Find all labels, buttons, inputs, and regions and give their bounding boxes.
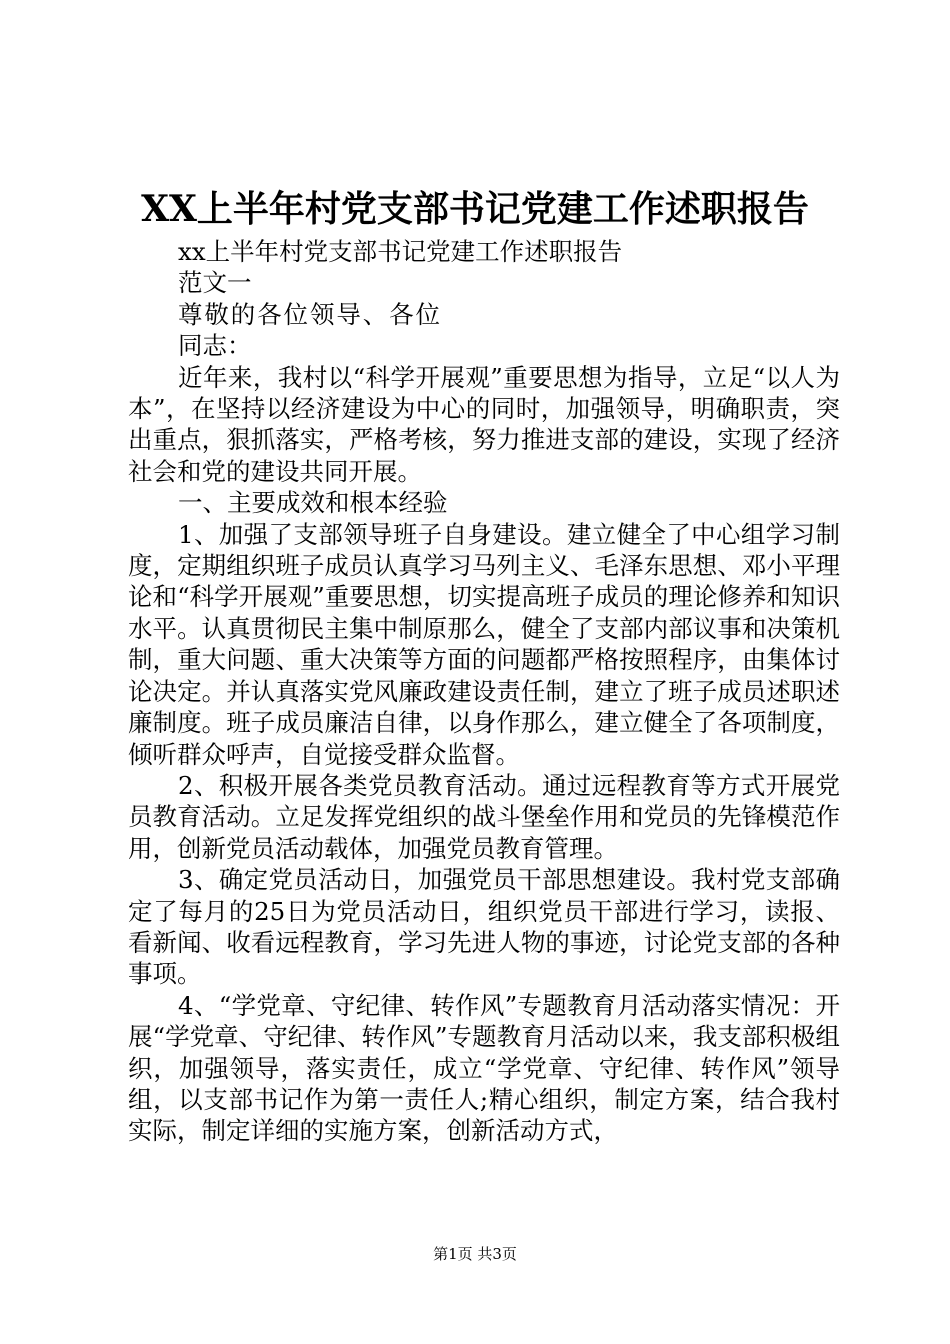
greeting: 尊敬的各位领导、各位同志： xyxy=(178,299,440,361)
document-title: XX上半年村党支部书记党建工作述职报告 xyxy=(141,188,809,230)
document-subtitle: xx上半年村党支部书记党建工作述职报告 xyxy=(178,237,623,266)
paragraph-item-3: 3、确定党员活动日，加强党员干部思想建设。我村党支部确定了每月的25日为党员活动日，组织党员干部进行学习，读报、看新闻、收看远程教育，学习先进人物的事迹，讨论党支部的各种事项。 xyxy=(128,865,840,989)
page-number-footer: 第1页 共3页 xyxy=(433,1245,517,1263)
paragraph-item-4: 4、“学党章、守纪律、转作风”专题教育月活动落实情况：开展“学党章、守纪律、转作风”专题教育月活动以来，我支部积极组织，加强领导，落实责任，成立“学党章、守纪律、转作风”领导组，以支部书记作为第一责任人;精心组织，制定方案，结合我村实际，制定详细的实施方案，创新活动方式， xyxy=(128,990,840,1146)
document-body xyxy=(128,236,840,1147)
paragraph-item-2: 2、积极开展各类党员教育活动。通过远程教育等方式开展党员教育活动。立足发挥党组织的战斗堡垒作用和党员的先锋模范作用，创新党员活动载体，加强党员教育管理。 xyxy=(128,770,840,863)
section-heading: 一、主要成效和根本经验 xyxy=(178,488,448,518)
paragraph-item-1: 1、加强了支部领导班子自身建设。建立健全了中心组学习制度，定期组织班子成员认真学习马列主义、毛泽东思想、邓小平理论和“科学开展观”重要思想，切实提高班子成员的理论修养和知识水平。认真贯彻民主集中制原那么，健全了支部内部议事和决策机制，重大问题、重大决策等方面的问题都严格按照程序，由集体讨论决定。并认真落实党风廉政建设责任制，建立了班子成员述职述廉制度。班子成员廉洁自律，以身作那么，建立健全了各项制度，倾听群众呼声，自觉接受群众监督。 xyxy=(128,519,840,769)
sample-label: 范文一 xyxy=(178,268,252,298)
paragraph-intro: 近年来，我村以“科学开展观”重要思想为指导，立足“以人为本”，在坚持以经济建设为中心的同时，加强领导，明确职责，突出重点，狠抓落实，严格考核，努力推进支部的建设，实现了经济社会和党的建设共同开展。 xyxy=(128,362,840,486)
